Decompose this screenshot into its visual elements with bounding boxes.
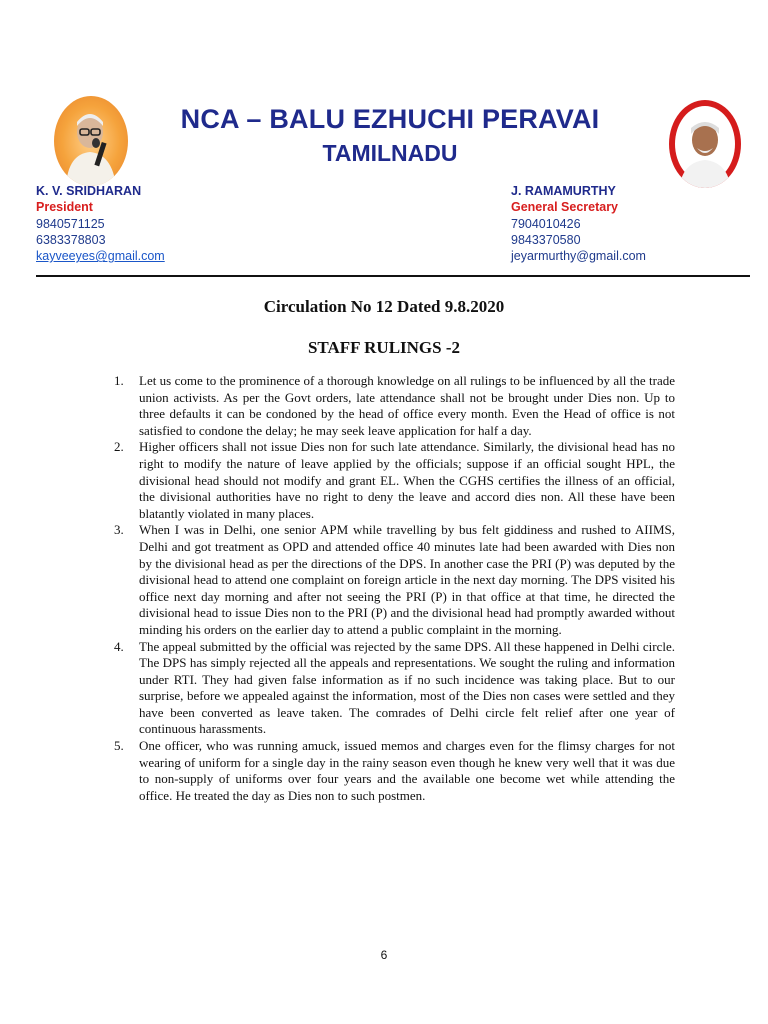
portrait-speaker-icon xyxy=(54,96,128,186)
list-item-number: 4. xyxy=(114,638,124,654)
list-item xyxy=(113,439,675,522)
president-contact-block xyxy=(36,183,165,264)
president-phone-1: 9840571125 xyxy=(36,216,105,231)
page-number: 6 xyxy=(380,948,388,962)
organization-name: NCA – BALU EZHUCHI PERAVAI xyxy=(180,104,600,134)
list-item xyxy=(113,373,675,439)
list-item-text: Let us come to the prominence of a thorough knowledge on all rulings to be influenced by all the trade union activists. As per the Govt orders, late attendance shall not be brought under Dies non. Up to three defaults it can be condoned by the head of office every month. Even the Head of office is not satisfied to condone the delay; he may seek leave application for half a day. xyxy=(139,373,675,438)
secretary-phone-1: 7904010426 xyxy=(511,216,581,231)
secretary-role: General Secretary xyxy=(511,200,619,215)
list-item xyxy=(113,639,675,739)
president-email-link[interactable]: kayveeyes@gmail.com xyxy=(36,249,165,264)
list-item-number: 1. xyxy=(114,373,124,388)
rulings-title: STAFF RULINGS -2 xyxy=(307,338,461,357)
president-role: President xyxy=(36,200,93,215)
president-phone-2: 6383378803 xyxy=(36,232,106,247)
secretary-contact-block xyxy=(511,183,646,264)
organization-state: TAMILNADU xyxy=(322,140,458,166)
portrait-leader-icon xyxy=(669,100,741,188)
list-item-number: 5. xyxy=(114,738,124,754)
header-divider xyxy=(36,275,750,277)
list-item-text: Higher officers shall not issue Dies non for such late attendance. Similarly, the divisional head has no right to modify the nature of leave applied by the officials; suppose if an official sought HPL, the divisional head should not modify and grant EL. When the CGHS certifies the illness of an official, the divisional authorities have no right to deny the leave and accord dies non. All these have been blatantly violated in many places. xyxy=(139,439,675,521)
list-item xyxy=(113,522,675,638)
left-portrait-photo xyxy=(54,96,128,186)
circulation-title: Circulation No 12 Dated 9.8.2020 xyxy=(263,297,505,316)
list-item xyxy=(113,738,675,804)
secretary-phone-2: 9843370580 xyxy=(511,232,581,247)
secretary-name: J. RAMAMURTHY xyxy=(511,184,616,198)
list-item-number: 3. xyxy=(114,522,124,538)
list-item-text: When I was in Delhi, one senior APM while travelling by bus felt giddiness and rushed to AIIMS, Delhi and got treatment as OPD and attended office 40 minutes late had been awarded with Dies non by the divisional head as per the directions of the DPS. In another case the PRI (P) was deputed by the divisional head to attend one complaint on foreign article in the next day morning. The DPS visited his office next day morning and after not seeing the PRI (P) in that office at that time, he directed the divisional head to issue Dies non to the PRI (P) and the divisional head had promptly awarded without minding his orders on the earlier day to attend a public complaint in the morning. xyxy=(139,522,675,637)
list-item-text: One officer, who was running amuck, issued memos and charges even for the flimsy charges for not wearing of uniform for a single day in the rainy season even though he knew very well that it was due to non-supply of uniforms over four years and the available one become wet while attending the office. He treated the day as Dies non to such postmen. xyxy=(139,738,675,803)
list-item-number: 2. xyxy=(114,439,124,455)
president-name: K. V. SRIDHARAN xyxy=(36,184,142,198)
list-item-text: The appeal submitted by the official was rejected by the same DPS. All these happened in Delhi circle. The DPS has simply rejected all the appeals and representations. We sought the ruling and information under RTI. They had given false information as if no such incidence was taking place. But to our surprise, before we appealed against the information, most of the Dies non cases were settled and they have been converted as leave taken. The comrades of Delhi circle felt relief after one year of continuous harassments. xyxy=(139,638,675,737)
secretary-email: jeyarmurthy@gmail.com xyxy=(511,249,646,264)
right-portrait-photo xyxy=(669,100,741,188)
rulings-list xyxy=(113,373,675,804)
